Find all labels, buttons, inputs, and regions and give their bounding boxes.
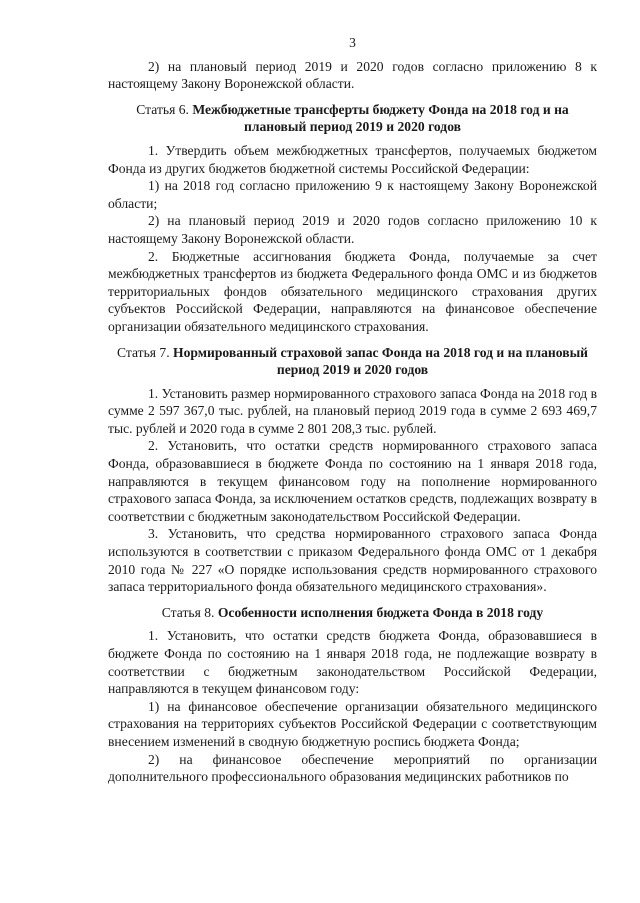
page-number: 3 — [349, 35, 356, 50]
paragraph: 2) на плановый период 2019 и 2020 годов согласно приложению 8 к настоящему Закону Воронежской области. — [108, 58, 597, 92]
article-title: Особенности исполнения бюджета Фонда в 2018 году — [217, 604, 544, 620]
paragraph: 1) на финансовое обеспечение организации обязательного медицинского страхования на территориях субъектов Российской Федерации с соответствующим внесением изменений в сводную бюджетную роспись бюджета Фонда; — [108, 698, 597, 749]
article-title: Межбюджетные трансферты бюджету Фонда на 2018 год и на плановый период 2019 и 2020 годов — [192, 101, 569, 135]
paragraph: 3. Установить, что средства нормированного страхового запаса Фонда используются в соответствии с приказом Федерального фонда ОМС от 1 декабря 2010 года № 227 «О порядке использования средств нормированного страхового запаса территориального фонда обязательного медицинского страхования». — [108, 526, 597, 595]
paragraph: 2. Установить, что остатки средств нормированного страхового запаса Фонда, образовавшиеся в бюджете Фонда по состоянию на 1 января 2018 года, направляются в текущем финансовом году на пополнение нормированного страхового запаса Фонда, за исключением остатков средств, подлежащих возврату в соответствии с бюджетным законодательством Российской Федерации. — [108, 438, 597, 524]
article-6-heading — [108, 101, 597, 136]
article-label: Статья 6. — [136, 101, 189, 117]
paragraph: 2) на плановый период 2019 и 2020 годов согласно приложению 10 к настоящему Закону Воронежской области. — [108, 213, 597, 246]
paragraph: 1) на 2018 год согласно приложению 9 к настоящему Закону Воронежской области; — [108, 178, 597, 211]
paragraph: 1. Установить размер нормированного страхового запаса Фонда на 2018 год в сумме 2 597 367,0 тыс. рублей, на плановый период 2019 года в сумме 2 693 469,7 тыс. рублей и 2020 года в сумме 2 801 208,3 тыс. рублей. — [108, 385, 597, 436]
paragraph: 2) на финансовое обеспечение мероприятий по организации дополнительного профессионального образования медицинских работников по — [108, 751, 597, 785]
article-title: Нормированный страховой запас Фонда на 2018 год и на плановый период 2019 и 2020 годов — [173, 344, 589, 378]
paragraph: 1. Утвердить объем межбюджетных трансфертов, получаемых бюджетом Фонда из других бюджетов бюджетной системы Российской Федерации: — [108, 142, 597, 176]
paragraph: 1. Установить, что остатки средств бюджета Фонда, образовавшиеся в бюджете Фонда по состоянию на 1 января 2018 года, не подлежащие возврату в соответствии с бюджетным законодательством Российской Федерации, направляются в текущем финансовом году: — [108, 628, 597, 697]
article-label: Статья 7. — [116, 344, 170, 360]
article-7-heading — [108, 344, 597, 379]
article-8-heading — [108, 604, 597, 622]
article-label: Статья 8. — [161, 604, 215, 620]
paragraph: 2. Бюджетные ассигнования бюджета Фонда, получаемые за счет межбюджетных трансфертов из бюджета Федерального фонда ОМС и из бюджетов территориальных фондов обязательного медицинского страхования других субъектов Российской Федерации, направляются на финансовое обеспечение организации обязательного медицинского страхования. — [108, 248, 597, 334]
